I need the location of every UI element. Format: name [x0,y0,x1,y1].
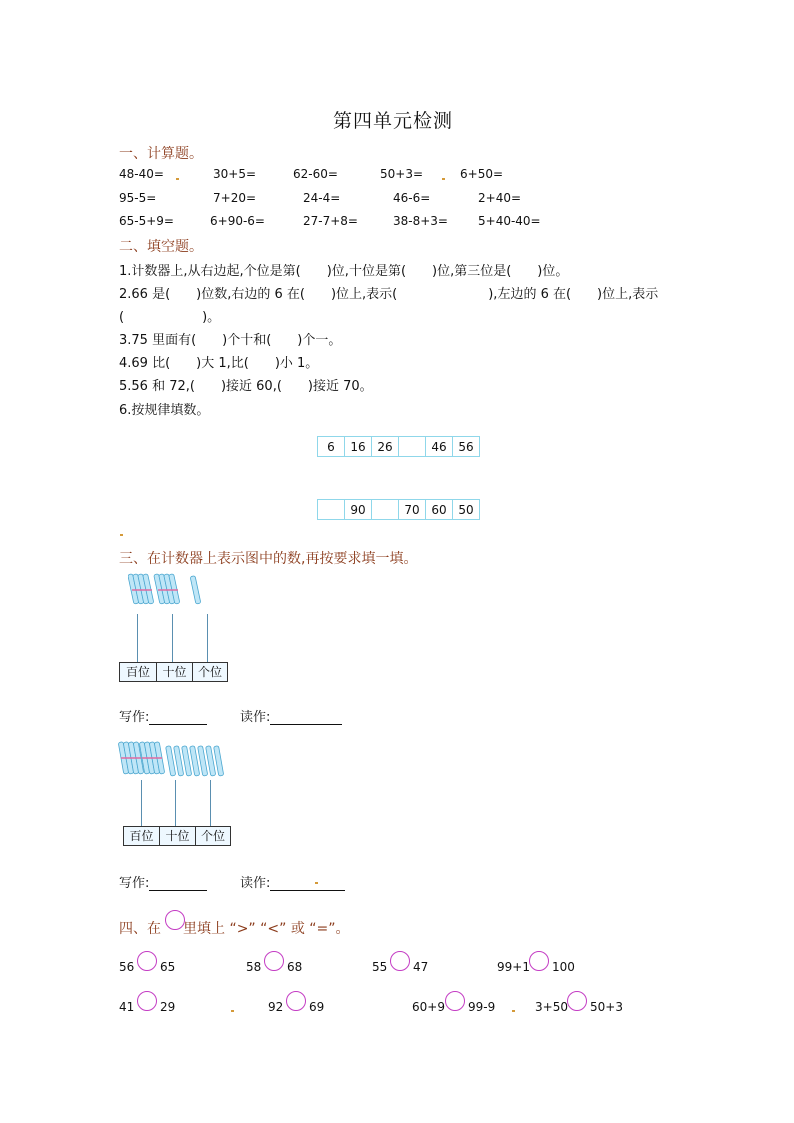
page-title: 第四单元检测 [333,110,454,132]
compare-circle-input[interactable] [529,951,549,971]
calc-item: 24-4= [303,191,341,205]
calc-item: 62-60= [293,167,338,181]
read-field-1[interactable] [240,706,342,725]
ink-speck [120,534,123,536]
sequence-blank-cell[interactable] [318,500,345,520]
sequence-cell: 6 [318,437,345,457]
fill-question-6: 6.按规律填数。 [119,403,210,418]
calc-item: 6+50= [460,167,504,181]
sequence-blank-cell[interactable] [399,437,426,457]
fill-question-4: 4.69 比( )大 1,比( )小 1。 [119,356,319,371]
single-sticks-group-icon [166,746,224,776]
calc-item: 46-6= [393,191,431,205]
sequence-table-2 [317,499,480,520]
compare-left: 99+1 [497,960,530,974]
write-blank[interactable] [149,878,207,891]
compare-circle-input[interactable] [390,951,410,971]
fill-question-5: 5.56 和 72,( )接近 60,( )接近 70。 [119,379,373,394]
calc-item: 5+40-40= [478,214,541,228]
abacus-place-labels [119,662,228,682]
calc-item: 6+90-6= [210,214,265,228]
abacus-rod [207,614,208,662]
bundle-sticks-illustration [118,738,238,780]
compare-right: 47 [413,960,429,974]
ink-speck [176,178,179,180]
read-blank[interactable] [270,712,342,725]
calc-item: 38-8+3= [393,214,448,228]
ten-bundle-icon [128,574,154,604]
ink-speck [315,882,318,884]
abacus-rod [175,780,176,826]
compare-circle-input[interactable] [264,951,284,971]
compare-left: 56 [119,960,135,974]
read-field-2[interactable] [240,872,345,891]
section-4-heading [119,918,350,938]
ink-speck [512,1010,515,1012]
ones-place-label: 个位 [193,663,227,681]
sequence-cell: 70 [399,500,426,520]
abacus-rod [137,614,138,662]
compare-circle-input[interactable] [137,951,157,971]
compare-circle-input[interactable] [286,991,306,1011]
compare-left: 3+50 [535,1000,568,1014]
compare-circle-input[interactable] [445,991,465,1011]
sequence-cell: 46 [426,437,453,457]
calc-item: 30+5= [213,167,257,181]
calc-item: 50+3= [380,167,424,181]
compare-circle-input[interactable] [137,991,157,1011]
compare-right: 65 [160,960,176,974]
write-field-1[interactable] [119,706,207,725]
ten-bundle-icon [154,574,180,604]
compare-right: 29 [160,1000,176,1014]
sequence-cell: 56 [453,437,480,457]
read-label: 读作: [240,710,271,725]
section-4-heading-post: 里填上 “>” “<” 或 “=”。 [183,921,350,937]
ink-speck [442,178,445,180]
calc-item: 48-40= [119,167,164,181]
ones-place-label: 个位 [196,827,230,845]
fill-question-3: 3.75 里面有( )个十和( )个一。 [119,333,342,348]
calc-item: 65-5+9= [119,214,174,228]
compare-circle-input[interactable] [567,991,587,1011]
compare-right: 68 [287,960,303,974]
single-stick-icon [190,576,201,604]
section-2-heading: 二、填空题。 [119,239,203,255]
hundreds-place-label: 百位 [124,827,160,845]
abacus-rod [172,614,173,662]
fill-question-2: 2.66 是( )位数,右边的 6 在( )位上,表示( ),左边的 6 在( )位上,表示 [119,287,659,302]
abacus-rod [210,780,211,826]
compare-right: 50+3 [590,1000,623,1014]
abacus-rod [141,780,142,826]
section-1-heading: 一、计算题。 [119,146,203,162]
calc-item: 2+40= [478,191,522,205]
write-label: 写作: [119,710,150,725]
sequence-cell: 26 [372,437,399,457]
sequence-blank-cell[interactable] [372,500,399,520]
sequence-cell: 50 [453,500,480,520]
write-field-2[interactable] [119,872,207,891]
calc-item: 7+20= [213,191,257,205]
compare-left: 92 [268,1000,284,1014]
sequence-cell: 60 [426,500,453,520]
bundle-sticks-illustration [128,570,218,610]
compare-left: 55 [372,960,388,974]
compare-left: 41 [119,1000,135,1014]
abacus-place-labels [123,826,231,846]
section-4-heading-pre: 四、在 [119,921,161,937]
tens-place-label: 十位 [160,827,196,845]
section-3-heading: 三、在计数器上表示图中的数,再按要求填一填。 [119,551,418,567]
compare-left: 60+9 [412,1000,445,1014]
read-label: 读作: [240,876,271,891]
read-blank[interactable] [270,878,345,891]
compare-right: 69 [309,1000,325,1014]
fill-question-2-cont: ( )。 [119,310,221,325]
write-label: 写作: [119,876,150,891]
sequence-table-1 [317,436,480,457]
sequence-cell: 16 [345,437,372,457]
calc-item: 95-5= [119,191,157,205]
hundreds-place-label: 百位 [120,663,157,681]
sequence-cell: 90 [345,500,372,520]
ink-speck [231,1010,234,1012]
write-blank[interactable] [149,712,207,725]
compare-circle-icon [165,910,185,930]
compare-right: 99-9 [468,1000,496,1014]
fill-question-1: 1.计数器上,从右边起,个位是第( )位,十位是第( )位,第三位是( )位。 [119,264,569,279]
compare-right: 100 [552,960,575,974]
tens-place-label: 十位 [157,663,193,681]
compare-left: 58 [246,960,262,974]
calc-item: 27-7+8= [303,214,358,228]
